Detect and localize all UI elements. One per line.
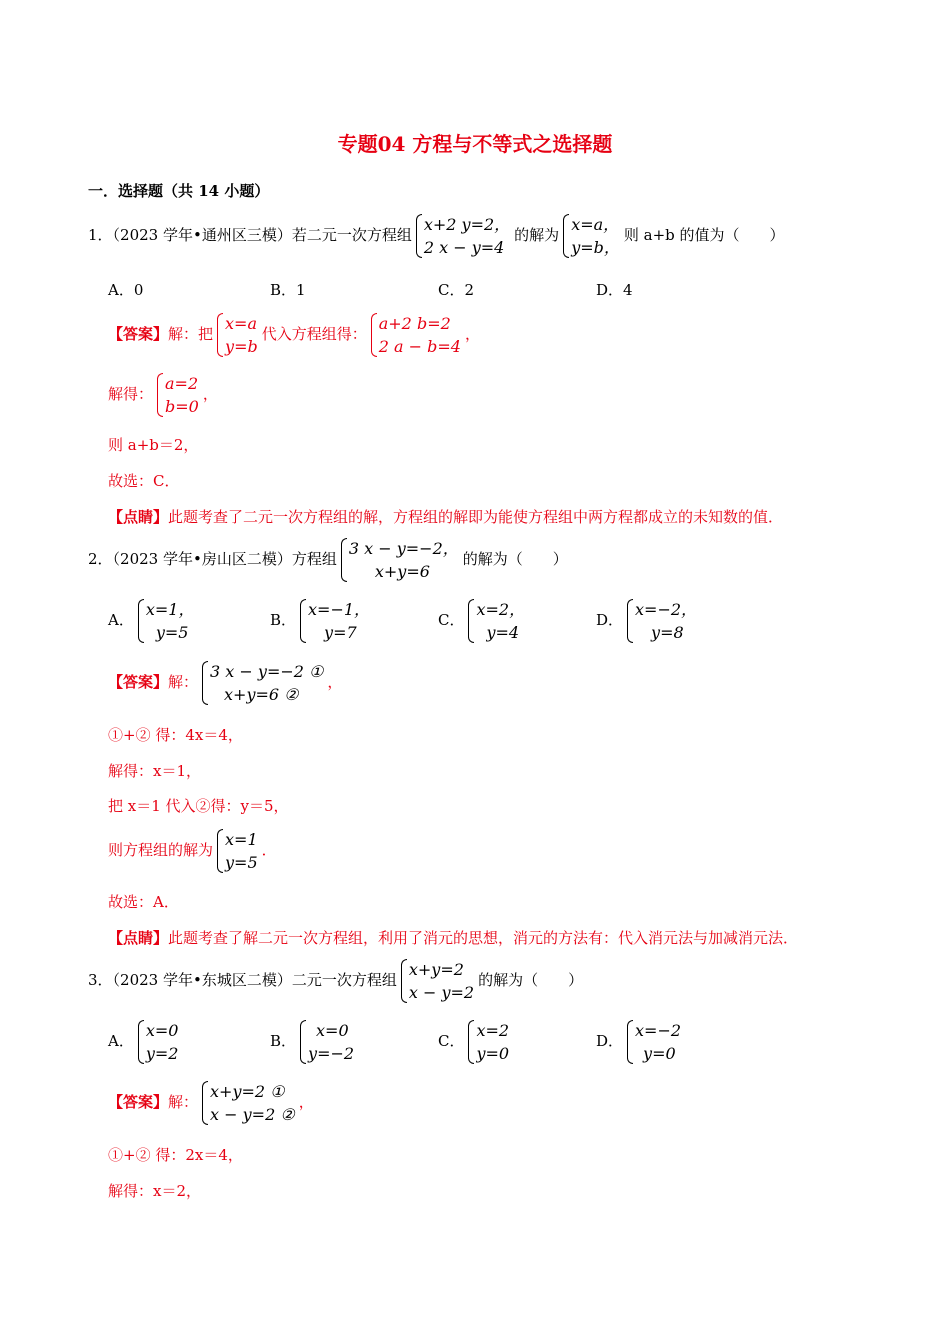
option-b <box>270 598 374 644</box>
solve-line <box>108 372 218 418</box>
equation-line: x=2 <box>476 1021 510 1040</box>
equation-system <box>468 1019 509 1065</box>
equation-system <box>138 598 195 644</box>
stem-text: 的解为（ ） <box>478 971 584 989</box>
equation-line: y=b <box>225 337 258 356</box>
answer-text: 解： <box>168 673 199 691</box>
punctuation: ． <box>261 841 277 859</box>
option-label: D． <box>596 611 624 629</box>
equation-system <box>627 1019 681 1065</box>
option-label: A． <box>108 611 134 629</box>
equation-line: y=7 <box>324 623 357 642</box>
option-d: D．4 <box>596 281 633 299</box>
option-a: A．0 <box>108 281 144 299</box>
equation-line: x+y=2 <box>408 960 464 979</box>
equation-system <box>627 598 697 644</box>
equation-system <box>300 598 370 644</box>
option-label: B． <box>270 1032 297 1050</box>
equation-system <box>300 1019 354 1065</box>
equation-line: a+2 b=2 <box>378 314 451 333</box>
tip-1 <box>108 506 783 527</box>
question-number: 3． <box>88 971 113 989</box>
option-c: C．2 <box>438 281 475 299</box>
option-label: C． <box>438 1032 465 1050</box>
equation-system <box>341 537 459 583</box>
question-1-stem <box>88 213 785 259</box>
stem-text: 的解为（ ） <box>462 550 568 568</box>
equation-system <box>157 372 199 418</box>
equation-line: x − y=2 <box>408 983 475 1002</box>
equation-line: 3 x − y=−2， <box>348 539 459 558</box>
punctuation: ， <box>298 1093 314 1111</box>
option-a <box>108 1019 182 1065</box>
tip-text: 此题考查了解二元一次方程组，利用了消元的思想，消元的方法有：代入消元法与加减消元法． <box>168 929 799 947</box>
stem-text: （2023 学年•房山区二模）方程组 <box>112 550 337 568</box>
equation-line: x=−2， <box>635 600 698 619</box>
equation-line: x+2 y=2， <box>423 215 511 234</box>
option-b <box>270 1019 358 1065</box>
option-a <box>108 598 198 644</box>
equation-line: x=2， <box>476 600 526 619</box>
question-number: 2． <box>88 550 113 568</box>
answer-text: 解： <box>168 1093 199 1111</box>
equation-line: y=5 <box>155 623 189 642</box>
tip-tag: 【点睛】 <box>108 508 169 526</box>
equation-system <box>371 312 461 358</box>
option-label: A． <box>108 1032 134 1050</box>
equation-line: y=0 <box>643 1044 676 1063</box>
answer-choice: 故选：A． <box>108 893 179 911</box>
section-heading: 一．选择题（共 14 小题） <box>88 182 270 200</box>
answer-text: 解得： <box>108 385 154 403</box>
option-c <box>438 598 529 644</box>
equation-line: 2 a − b=4 <box>378 337 461 356</box>
equation-line: y=0 <box>476 1044 510 1063</box>
equation-line: a=2 <box>165 374 199 393</box>
equation-line: y=5 <box>225 853 258 872</box>
tip-2 <box>108 927 798 948</box>
answer-line: ①+② 得：2x＝4， <box>108 1146 243 1164</box>
equation-line: x=−1， <box>308 600 371 619</box>
answer-text: 代入方程组得： <box>261 325 367 343</box>
answer-choice: 故选：C． <box>108 472 180 490</box>
equation-line: x=a， <box>571 215 620 234</box>
equation-line: x=0 <box>316 1021 349 1040</box>
equation-line: 3 x − y=−2 ① <box>210 662 324 681</box>
answer-line: ①+② 得：4x＝4， <box>108 726 243 744</box>
question-2-stem <box>88 537 568 583</box>
answer-line <box>108 828 277 874</box>
option-label: D． <box>596 1032 624 1050</box>
equation-line: b=0 <box>165 397 199 416</box>
answer-line: 解得：x＝1， <box>108 762 202 780</box>
equation-system <box>138 1019 179 1065</box>
equation-system <box>202 1080 295 1126</box>
answer-tag: 【答案】 <box>108 325 169 343</box>
equation-line: x+y=2 ① <box>210 1082 285 1101</box>
answer-tag: 【答案】 <box>108 673 169 691</box>
answer-2 <box>108 660 342 706</box>
punctuation: ， <box>327 673 343 691</box>
stem-text: （2023 学年•通州区三模）若二元一次方程组 <box>112 226 412 244</box>
equation-system <box>217 312 258 358</box>
option-b: B．1 <box>270 281 306 299</box>
option-c <box>438 1019 513 1065</box>
page-title: 专题04 方程与不等式之选择题 <box>337 132 613 156</box>
answer-3 <box>108 1080 314 1126</box>
stem-text: 则 a+b 的值为（ ） <box>623 226 785 244</box>
equation-line: x=a <box>225 314 257 333</box>
tip-tag: 【点睛】 <box>108 929 169 947</box>
equation-line: x=0 <box>145 1021 179 1040</box>
option-label: B． <box>270 611 297 629</box>
equation-line: y=8 <box>651 623 684 642</box>
equation-line: y=b， <box>571 238 620 257</box>
option-d <box>596 1019 685 1065</box>
equation-system <box>468 598 525 644</box>
equation-line: 2 x − y=4 <box>423 238 505 257</box>
option-d <box>596 598 701 644</box>
equation-system <box>401 958 474 1004</box>
equation-line: x=−2 <box>635 1021 682 1040</box>
answer-line: 把 x＝1 代入②得：y＝5， <box>108 797 289 815</box>
equation-line: x+y=6 <box>374 562 430 581</box>
question-3-stem <box>88 958 583 1004</box>
equation-line: y=−2 <box>308 1044 355 1063</box>
answer-line: 解得：x＝2， <box>108 1182 202 1200</box>
equation-line: x=1 <box>225 830 258 849</box>
option-label: C． <box>438 611 465 629</box>
answer-text: 则方程组的解为 <box>108 841 214 859</box>
answer-line: 则 a+b＝2， <box>108 436 199 454</box>
equation-line: y=2 <box>145 1044 179 1063</box>
equation-line: x − y=2 ② <box>210 1105 295 1124</box>
answer-tag: 【答案】 <box>108 1093 169 1111</box>
equation-system <box>202 660 323 706</box>
punctuation: ， <box>464 325 480 343</box>
equation-system <box>217 828 258 874</box>
question-number: 1． <box>88 226 113 244</box>
equation-line: x+y=6 ② <box>224 685 299 704</box>
stem-text: 的解为 <box>514 226 560 244</box>
equation-system <box>563 213 620 259</box>
equation-line: y=4 <box>486 623 520 642</box>
equation-line: x=1， <box>145 600 195 619</box>
punctuation: ， <box>202 385 218 403</box>
equation-system <box>416 213 510 259</box>
answer-text: 解：把 <box>168 325 214 343</box>
stem-text: （2023 学年•东城区二模）二元一次方程组 <box>112 971 397 989</box>
tip-text: 此题考查了二元一次方程组的解，方程组的解即为能使方程组中两方程都成立的未知数的值． <box>168 508 784 526</box>
answer-1 <box>108 312 480 358</box>
